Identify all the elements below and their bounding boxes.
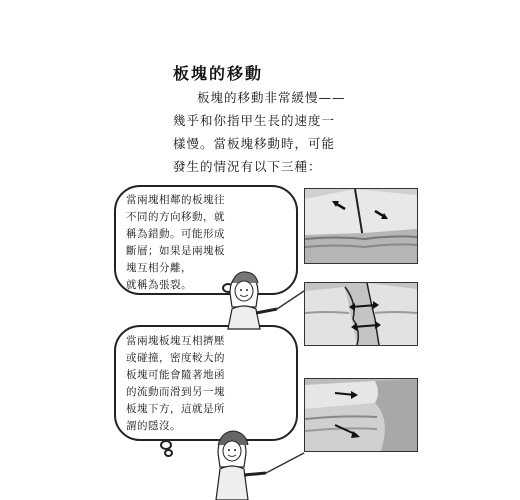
bubble-line: 或碰撞，密度較大的 <box>126 352 225 364</box>
intro-paragraph <box>173 86 393 178</box>
bubble-text-subduction <box>126 333 291 435</box>
intro-line: 板塊的移動非常緩慢—— <box>197 90 346 105</box>
bubble-line: 當兩塊板塊互相擠壓 <box>126 335 225 347</box>
intro-line: 發生的情況有以下三種： <box>173 159 322 174</box>
subduction-diagram <box>304 378 418 452</box>
bubble-line: 塊互相分離， <box>126 262 192 274</box>
bubble-line: 當兩塊相鄰的板塊往 <box>126 194 225 206</box>
bubble-line: 不同的方向移動，就 <box>126 211 225 223</box>
bubble-line: 板塊下方，這就是所 <box>126 403 225 415</box>
bubble-line: 斷層；如果是兩塊板 <box>126 245 225 257</box>
intro-line: 幾乎和你指甲生長的速度一 <box>173 113 336 128</box>
bubble-line: 謂的隱沒。 <box>126 420 181 432</box>
girl-pointer-illustration-2 <box>208 423 308 500</box>
bubble-line: 板塊可能會隨著地函 <box>126 369 225 381</box>
rift-divergence-diagram <box>304 282 418 346</box>
intro-line: 樣慢。當板塊移動時，可能 <box>173 136 336 151</box>
page-title: 板塊的移動 <box>173 64 264 83</box>
girl-pointing-illustration <box>222 265 312 335</box>
bubble-line: 稱為錯動。可能形成 <box>126 228 225 240</box>
bubble-line: 的流動而滑到另一塊 <box>126 386 225 398</box>
fault-slip-diagram <box>304 188 418 264</box>
bubble-line: 就稱為張裂。 <box>126 279 192 291</box>
